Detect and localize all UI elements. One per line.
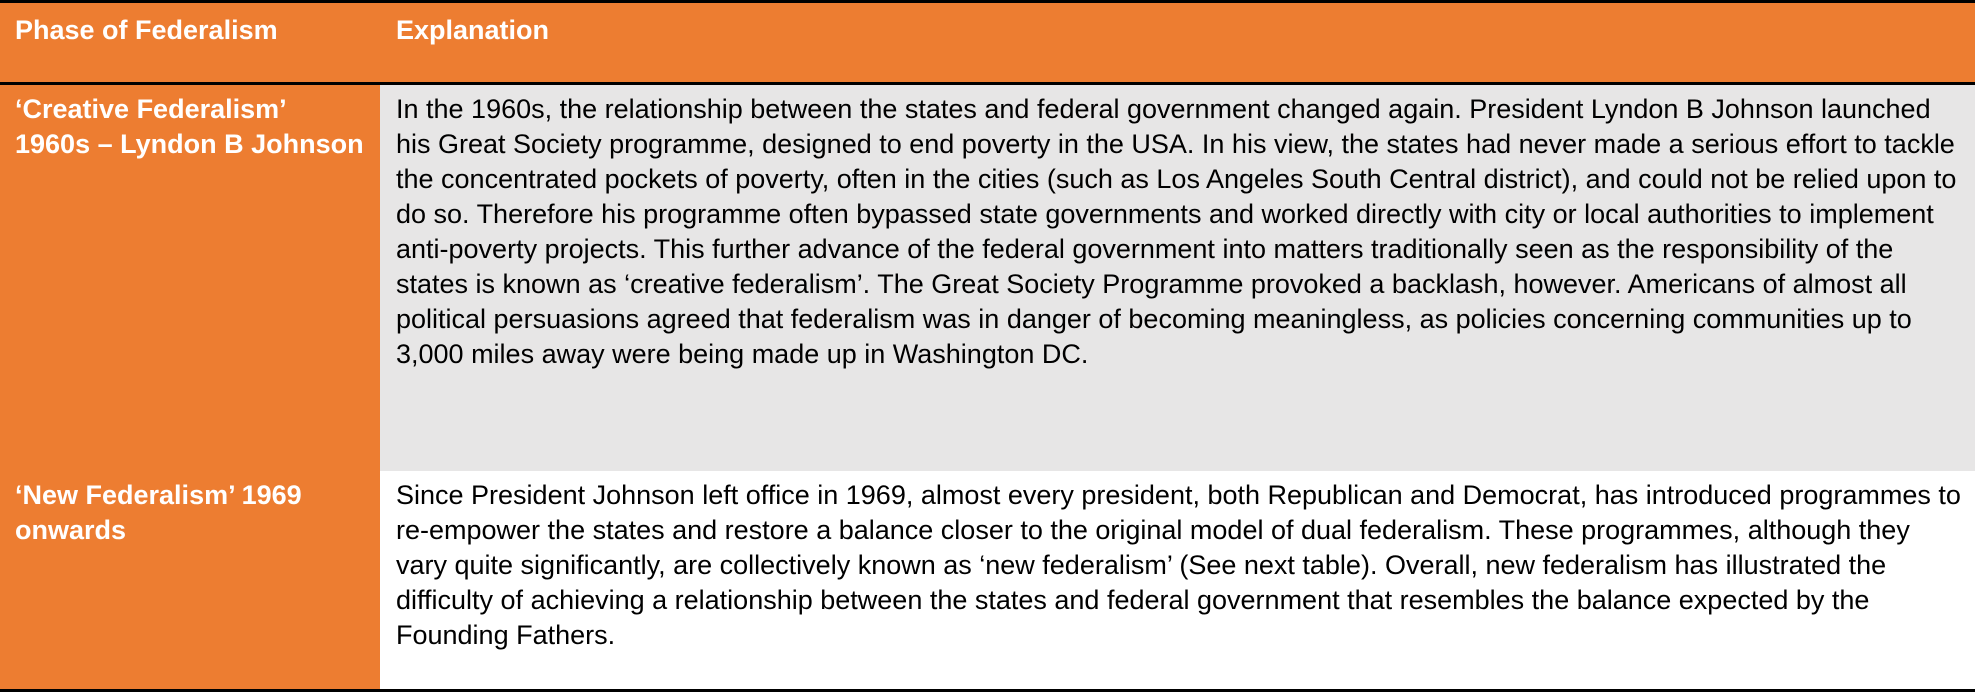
explanation-new-federalism: Since President Johnson left office in 1969, almost every president, both Republican and Democrat, has introduced programmes to re-empower the states and restore a balance closer to the original model of dual federalism. These programmes, although they vary quite significantly, are collectively known as ‘new federalism’ (See next table). Overall, new federalism has illustrated the difficulty of achieving a relationship between the states and federal government that resembles the balance expected by the Founding Fathers.: [396, 480, 1961, 650]
phase-new-federalism: ‘New Federalism’ 1969 onwards: [15, 480, 302, 545]
table-row-explanation-cell: [380, 471, 1975, 689]
table-row-explanation-cell: [380, 85, 1975, 471]
header-phase-of-federalism: Phase of Federalism: [15, 15, 278, 45]
table-row-phase-cell: [0, 471, 380, 689]
explanation-creative-federalism: In the 1960s, the relationship between the states and federal government changed again. President Lyndon B Johnson launched his Great Society programme, designed to end poverty in the USA. In his view, the states had never made a serious effort to tackle the concentrated pockets of poverty, often in the cities (such as Los Angeles South Central district), and could not be relied upon to do so. Therefore his programme often bypassed state governments and worked directly with city or local authorities to implement anti-poverty projects. This further advance of the federal government into matters traditionally seen as the responsibility of the states is known as ‘creative federalism’. The Great Society Programme provoked a backlash, however. Americans of almost all political persuasions agreed that federalism was in danger of becoming meaningless, as policies concerning communities up to 3,000 miles away were being made up in Washington DC.: [396, 94, 1957, 369]
table-header-row: [0, 3, 1975, 82]
table-row-phase-cell: [0, 85, 380, 471]
phase-creative-federalism: ‘Creative Federalism’ 1960s – Lyndon B Johnson: [15, 94, 364, 159]
header-explanation: Explanation: [396, 15, 550, 45]
